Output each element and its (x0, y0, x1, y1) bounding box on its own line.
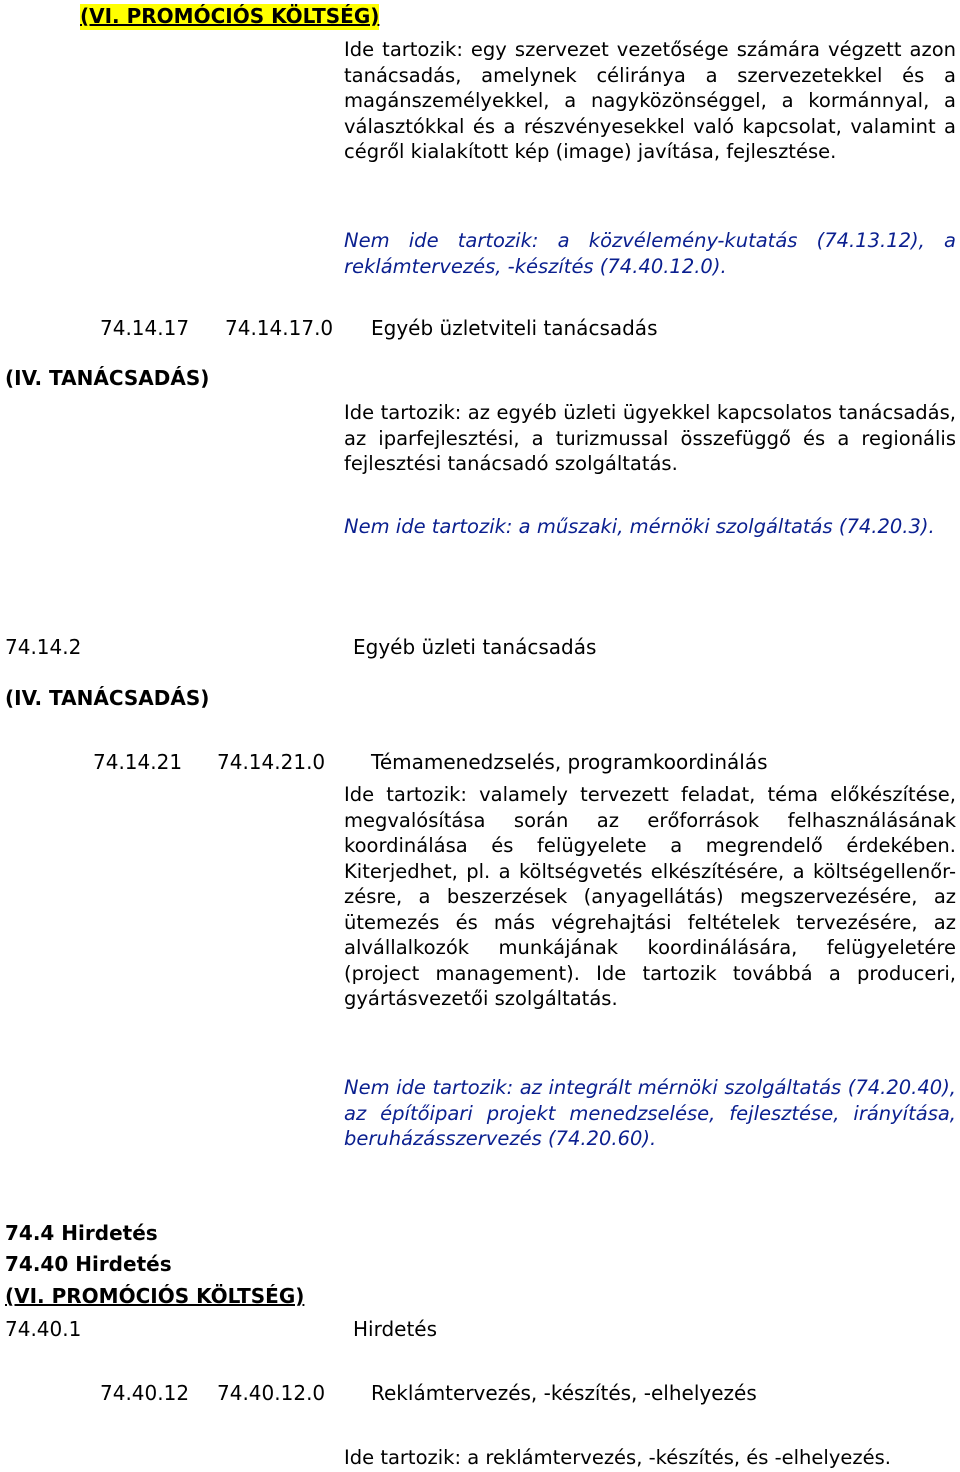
class-code: 74.40.1 (5, 1317, 82, 1341)
class-code: 74.40.12 (100, 1381, 190, 1405)
excludes-paragraph: Nem ide tartozik: a műszaki, mérnöki szolgáltatás (74.20.3). (344, 515, 935, 538)
includes-paragraph: Ide tartozik: egy szervezet vezetősége számára végzett azon tanácsadás, amelynek céliránya a szervezetekkel és a magánszemélyekkel, a nagyközönséggel, a kormánnyal, a választókkal és a részvényesekkel való kapcsolat, valamint a cégről kialakított kép (image) javítása, fejlesztése. (344, 38, 956, 163)
class-title: Reklámtervezés, -készítés, -elhelyezés (371, 1381, 757, 1405)
includes-paragraph: Ide tartozik: a reklámtervezés, -készítés, és -elhelyezés. (344, 1446, 891, 1469)
class-title: Egyéb üzleti tanácsadás (353, 635, 597, 659)
class-code: 74.14.21 (93, 750, 183, 774)
class-code: 74.14.17 (100, 316, 190, 340)
class-code: 74.14.2 (5, 635, 82, 659)
excludes-paragraph: Nem ide tartozik: az integrált mérnöki szolgáltatás (74.20.40), az építőipari projekt menedzselése, fejlesztése, irányítása, beruházásszervezés (74.20.60). (344, 1076, 956, 1150)
includes-paragraph: Ide tartozik: az egyéb üzleti ügyekkel kapcsolatos tanácsadás, az iparfejlesztési, a turizmussal összefüggő és a regionális fejlesztési tanácsadó szolgáltatás. (344, 401, 956, 475)
class-title: Hirdetés (353, 1317, 438, 1341)
section-header-consulting: (IV. TANÁCSADÁS) (5, 686, 210, 710)
group-heading: 74.4 Hirdetés (5, 1221, 158, 1245)
class-title: Egyéb üzletviteli tanácsadás (371, 316, 658, 340)
section-header-promotion: (VI. PROMÓCIÓS KÖLTSÉG) (5, 1284, 305, 1308)
group-heading: 74.40 Hirdetés (5, 1252, 172, 1276)
subclass-code: 74.14.21.0 (217, 750, 326, 774)
excludes-paragraph: Nem ide tartozik: a közvélemény-kutatás (74.13.12), a reklámtervezés, -készítés (74.40.12.0). (344, 229, 956, 278)
subclass-code: 74.40.12.0 (217, 1381, 326, 1405)
section-header-consulting: (IV. TANÁCSADÁS) (5, 366, 210, 390)
includes-paragraph: Ide tartozik: valamely tervezett feladat, téma előkészítése, megvalósítása során az erőforrások felhasználásának koordinálása és felügyelete a megrendelő érdekében. Kiterjedhet, pl. a költségvetés elkészítésére, a költségellenőr-zésre, a beszerzések (anyagellátás) megszervezésére, az ütemezés és más végrehajtási feltételek tervezésére, az alvállalkozók munkájának koordinálására, felügyeletére (project management). Ide tartozik továbbá a produceri, gyártásvezetői szolgáltatás. (344, 783, 956, 1010)
subclass-code: 74.14.17.0 (225, 316, 334, 340)
section-header-promotion: (VI. PROMÓCIÓS KÖLTSÉG) (80, 4, 380, 28)
class-title: Témamenedzselés, programkoordinálás (371, 750, 768, 774)
